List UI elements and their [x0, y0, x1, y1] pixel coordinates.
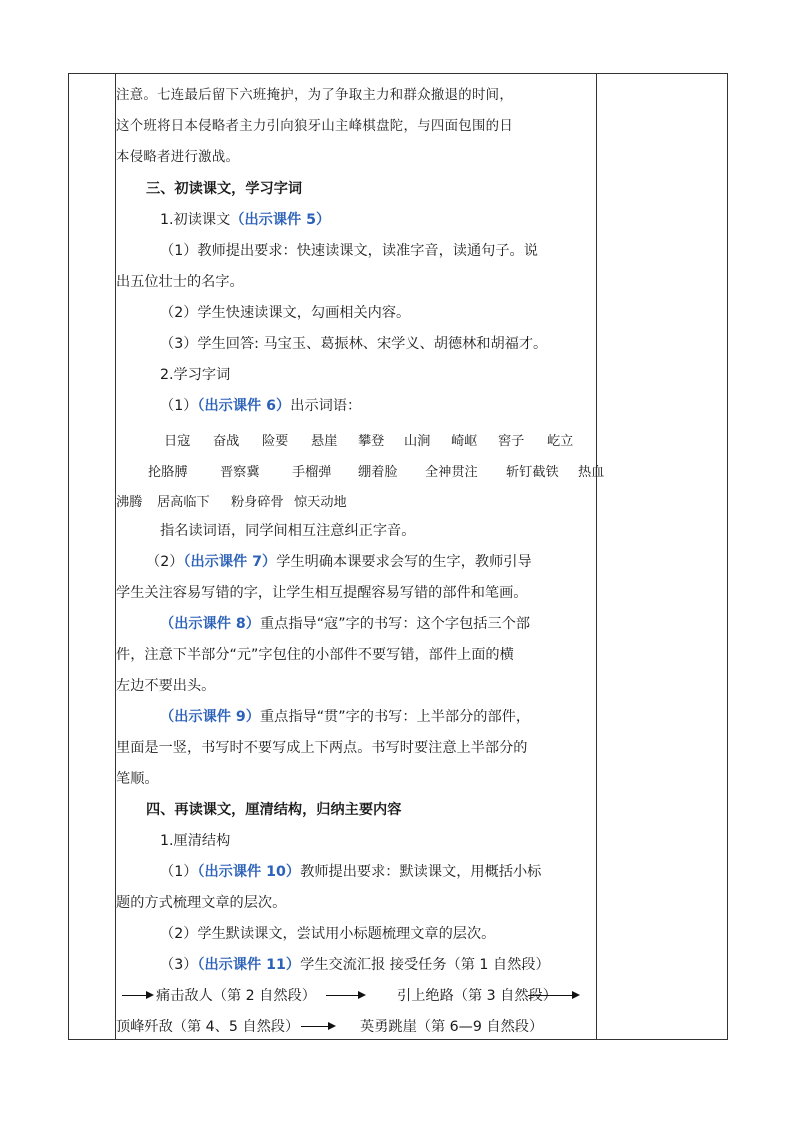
section-heading: 三、初读课文，学习字词 [146, 181, 303, 197]
courseware-ref: （出示课件 7） [183, 554, 277, 570]
vocab-word: 晋察冀 [220, 465, 260, 480]
courseware-ref: （出示课件 11） [197, 957, 301, 973]
vocab-word: 沸腾 [116, 495, 143, 510]
paragraph: 左边不要出头。 [116, 678, 216, 694]
section-heading: 四、再读课文，厘清结构，归纳主要内容 [146, 802, 402, 818]
paragraph: 学生关注容易写错的字，让学生相互提醒容易写错的部件和笔画。 [116, 585, 528, 601]
vocab-word: 惊天动地 [294, 495, 347, 510]
vocab-word: 绷着脸 [358, 465, 398, 480]
vocab-word: 粉身碎骨 [231, 495, 284, 510]
subheading: 1.厘清结构 [160, 833, 231, 849]
paragraph: 题的方式梳理文章的层次。 [116, 895, 287, 911]
paragraph: 笔顺。 [116, 771, 159, 787]
story-line: 注意。七连最后留下六班掩护，为了争取主力和群众撤退的时间， [116, 88, 514, 103]
vocab-word: 居高临下 [157, 495, 210, 510]
vocab-word: 攀登 [358, 434, 385, 449]
story-line: 这个班将日本侵略者主力引向狼牙山主峰棋盘陀，与四面包围的日 [116, 119, 514, 134]
courseware-ref: （出示课件 9） [160, 709, 260, 725]
courseware-ref: （出示课件 8） [160, 616, 260, 632]
vocab-word: 山涧 [404, 434, 431, 449]
paragraph: （1）（出示课件 10）教师提出要求：默读课文，用概括小标 [160, 864, 542, 880]
vocab-word: 手榴弹 [292, 465, 332, 480]
paragraph: （2）（出示课件 7）学生明确本课要求会写的生字，教师引导 [146, 554, 532, 570]
vocab-word: 险要 [262, 434, 289, 449]
flow-arrow [528, 995, 578, 996]
subheading: 2.学习字词 [160, 367, 231, 383]
story-line: 本侵略者进行激战。 [116, 150, 240, 165]
vocab-word: 热血 [578, 465, 605, 480]
paragraph: （3）（出示课件 11）学生交流汇报 接受任务（第 1 自然段） [160, 957, 550, 973]
paragraph: （出示课件 8）重点指导“寇”字的书写：这个字包括三个部 [160, 616, 531, 632]
paragraph: （1）教师提出要求：快速读课文，读准字音，读通句子。说 [160, 243, 538, 259]
flow-step: 引上绝路（第 3 自然段） [397, 988, 557, 1004]
vocab-word: 全神贯注 [425, 465, 478, 480]
flow-step: 痛击敌人（第 2 自然段） [156, 988, 316, 1004]
paragraph: 指名读词语，同学间相互注意纠正字音。 [160, 523, 416, 539]
flow-arrow [326, 995, 364, 996]
vocab-word: 屹立 [547, 434, 574, 449]
flow-step: 顶峰歼敌（第 4、5 自然段） [116, 1019, 300, 1035]
paragraph: 出五位壮士的名字。 [116, 274, 244, 290]
paragraph: （3）学生回答: 马宝玉、葛振林、宋学义、胡德林和胡福才。 [160, 336, 548, 352]
paragraph: （2）学生默读课文，尝试用小标题梳理文章的层次。 [160, 926, 496, 942]
vocab-word: 悬崖 [311, 434, 338, 449]
vocab-word: 奋战 [213, 434, 240, 449]
paragraph: （1）（出示课件 6）出示词语： [160, 398, 362, 414]
courseware-ref: （出示课件 10） [197, 864, 301, 880]
courseware-ref: （出示课件 6） [197, 398, 291, 414]
vocab-word: 抡胳膊 [148, 465, 188, 480]
paragraph: （出示课件 9）重点指导“贯”字的书写：上半部分的部件， [160, 709, 531, 725]
courseware-ref: （出示课件 5） [230, 212, 331, 228]
paragraph: （2）学生快速读课文，勾画相关内容。 [160, 305, 411, 321]
vocab-word: 日寇 [164, 434, 191, 449]
paragraph: 件，注意下半部分“元”字包住的小部件不要写错，部件上面的横 [116, 647, 514, 663]
subheading: 1.初读课文（出示课件 5） [160, 212, 331, 228]
flow-arrow [122, 995, 152, 996]
vocab-word: 斩钉截铁 [506, 465, 559, 480]
paragraph: 里面是一竖，书写时不要写成上下两点。书写时要注意上半部分的 [116, 740, 528, 756]
vocab-word: 窖子 [498, 434, 525, 449]
flow-arrow [301, 1026, 334, 1027]
vocab-word: 崎岖 [451, 434, 478, 449]
flow-step: 英勇跳崖（第 6—9 自然段） [360, 1019, 544, 1035]
